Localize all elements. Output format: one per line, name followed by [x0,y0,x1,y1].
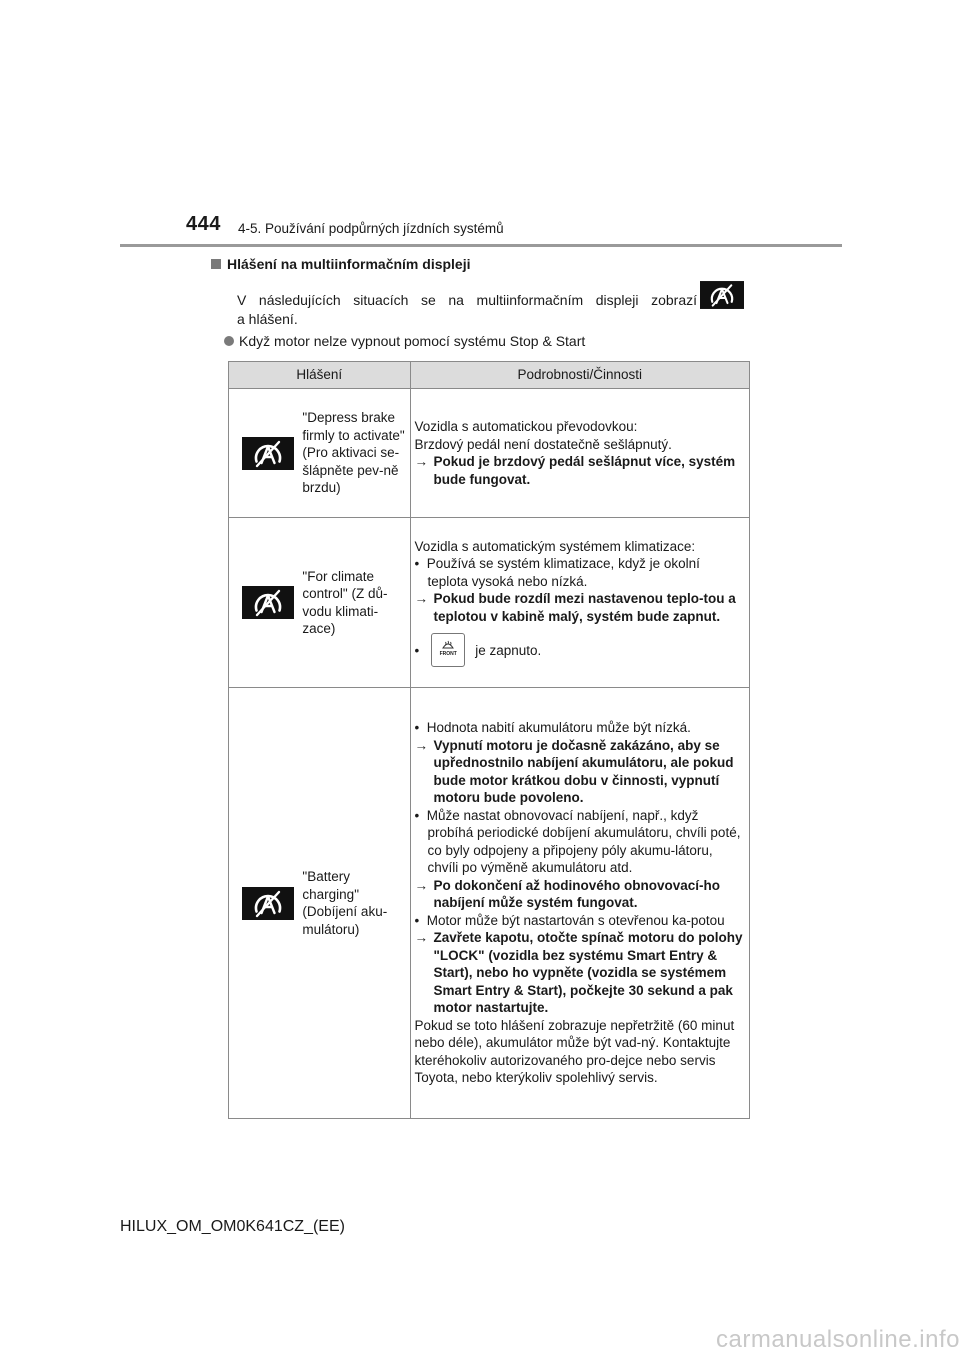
table-row [229,518,750,688]
section-title: 4-5. Používání podpůrných jízdních systémů [238,221,504,236]
situation-text: Když motor nelze vypnout pomocí systému Stop & Start [239,333,586,349]
row-icon-cell [229,688,299,1119]
row-icon-cell [229,389,299,518]
detail-line: Vozidla s automatickým systémem klimatizace: [414,538,696,554]
round-bullet-icon [224,336,234,346]
document-code: HILUX_OM_OM0K641CZ_(EE) [120,1218,345,1235]
arrow-right-icon: → [414,930,429,946]
page-number: 444 [186,213,221,235]
intro-line-1: V následujících situacích se na multiinformačním displeji zobrazí [237,292,697,308]
subsection-heading-text: Hlášení na multiinformačním displeji [227,256,471,272]
arrow-right-icon: → [414,737,429,753]
detail-item: • FRONT je zapnuto. [415,633,743,667]
detail-line: Brzdový pedál není dostatečně sešlápnutý. [414,436,672,452]
row-icon-cell [229,518,299,688]
col-message-header: Hlášení [229,362,411,389]
detail-item: • Hodnota nabití akumulátoru může být nízká. [414,720,691,736]
action-line: → Pokud je brzdový pedál sešlápnut více, systém bude fungovat. [414,454,736,487]
detail-item: • Používá se systém klimatizace, když je okolní teplota vysoká nebo nízká. [414,556,700,589]
row-message: "For climate control" (Z dů-vodu klimati-zace) [298,518,410,688]
arrow-right-icon: → [414,454,429,469]
action-line: → Zavřete kapotu, otočte spínač motoru do polohy "LOCK" (vozidla bez systému Smart Entry & Start), nebo ho vypněte (vozidla se systémem Smart Entry & Start), počkejte 30 sekund a pak motor nastartujte. [414,930,743,1016]
watermark: carmanualsonline.info [716,1326,960,1353]
row-details [410,518,749,688]
table-row [229,389,750,518]
front-defogger-button-icon: FRONT [431,633,465,667]
detail-note: Pokud se toto hlášení zobrazuje nepřetržitě (60 minut nebo déle), akumulátor může být vad-ný. Kontaktujte kteréhokoliv autorizovaného pro-dejce nebo servis Toyota, nebo kterýkoliv spolehlivý servis. [414,1017,735,1086]
table-header-row [229,362,750,389]
row-details [410,389,749,518]
table-row [229,688,750,1119]
messages-table [228,361,750,1119]
action-line: → Po dokončení až hodinového obnovovací-ho nabíjení může systém fungovat. [414,877,721,911]
stop-start-cancel-icon [242,437,294,470]
subsection-heading [211,256,471,272]
stop-start-cancel-icon [242,887,294,920]
detail-item: • Motor může být nastartován s otevřenou ka-potou [414,912,725,928]
stop-start-cancel-icon [700,280,744,310]
intro-line-2: a hlášení. [237,311,298,327]
col-details-header: Podrobnosti/Činnosti [410,362,749,389]
detail-item: • Může nastat obnovovací nabíjení, např., když probíhá periodické dobíjení akumulátoru, chvíli poté, co byly odpojeny a připojeny póly akumu-látoru, chvíli po výměně akumulátoru atd. [414,807,741,876]
situation-bullet [224,333,585,349]
detail-line: Vozidla s automatickou převodovkou: [414,419,638,434]
arrow-right-icon: → [414,591,429,607]
action-line: → Pokud bude rozdíl mezi nastavenou teplo-tou a teplotou v kabině malý, systém bude zapnut. [414,591,736,624]
arrow-right-icon: → [414,877,429,893]
row-message: "Depress brake firmly to activate" (Pro aktivaci se-šlápněte pev-ně brzdu) [298,389,410,518]
row-details [410,688,749,1119]
stop-start-cancel-icon [242,586,294,619]
row-message: "Battery charging" (Dobíjení aku-mulátoru) [298,688,410,1119]
square-bullet-icon [211,259,221,269]
header-rule [120,244,842,247]
action-line: → Vypnutí motoru je dočasně zakázáno, aby se upřednostnilo nabíjení akumulátoru, ale pokud bude motor krátkou dobu v činnosti, vypnutí motoru bude povoleno. [414,737,734,806]
